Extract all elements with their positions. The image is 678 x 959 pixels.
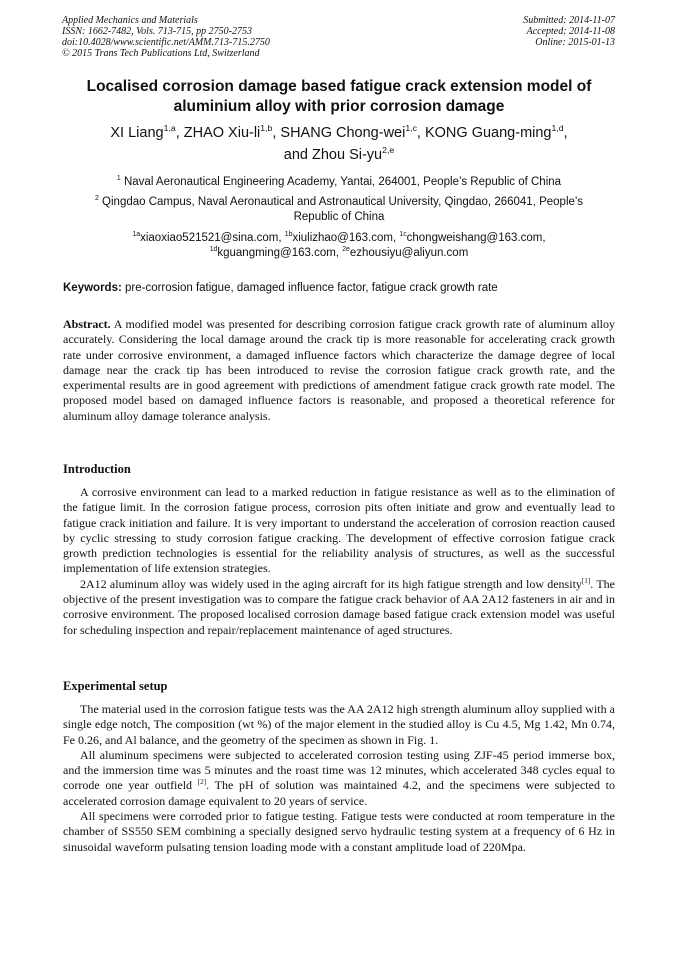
doi-line[interactable]: doi:10.4028/www.scientific.net/AMM.713-715.2750	[62, 37, 270, 48]
abstract-label: Abstract.	[63, 317, 111, 331]
author-list	[40, 122, 638, 166]
aff-text: Qingdao Campus, Naval Aeronautical and Astronautical University, Qingdao, 266041, People’s	[102, 196, 583, 208]
experimental-paragraph-1: The material used in the corrosion fatigue tests was the AA 2A12 high strength aluminum alloy supplied with a single edge notch, The composition (wt %) of the major element in the studied alloy is Cu 4.5, Mg 1.42, Mn 0.74, Fe 0.26, and Al balance, and the geometry of the specimen as shown in Fig. 1.	[63, 702, 615, 747]
journal-header	[62, 15, 270, 59]
author-sep: ,	[563, 125, 568, 141]
email-link[interactable]: ezhousiyu@aliyun.com	[349, 247, 469, 259]
author-sup: 1,b	[260, 123, 273, 134]
author-sup: 2,e	[382, 145, 395, 156]
email-sup: 1c	[399, 231, 407, 239]
author-name: and Zhou Si-yu	[283, 147, 383, 163]
paper-title	[40, 77, 638, 117]
introduction-heading: Introduction	[63, 462, 131, 476]
author-sup: 1,c	[405, 123, 417, 134]
accepted-date: Accepted: 2014-11-08	[526, 26, 615, 37]
aff-sup: 2	[95, 195, 99, 203]
email-link[interactable]: xiaoxiao521521@sina.com,	[140, 232, 285, 244]
author-line-1	[40, 122, 638, 144]
online-date: Online: 2015-01-13	[535, 37, 615, 48]
author-line-2	[40, 144, 638, 166]
experimental-paragraph-3: All specimens were corroded prior to fatigue testing. Fatigue tests were conducted at room temperature in the chamber of SS550 SEM combining a specially designed servo hydraulic testing system at a frequency of 6 Hz in sinusoidal waveform pulsating tension loading mode with a constant amplitude load of 220Mpa.	[63, 809, 615, 854]
exp-p2-text: . The pH of solution was maintained 4.2, and the specimens were subjected to accelerated corrosion damage equivalent to 20 years of service.	[63, 778, 615, 808]
affiliation-1	[62, 175, 616, 190]
title-line-2: aluminium alloy with prior corrosion damage	[173, 98, 505, 115]
author-name: , SHANG Chong-wei	[272, 125, 406, 141]
introduction-body	[63, 485, 615, 638]
aff-sup: 1	[116, 175, 121, 183]
author-name: XI Liang	[110, 125, 164, 141]
email-list	[62, 231, 616, 261]
email-line-1	[62, 231, 616, 246]
copyright-line: © 2015 Trans Tech Publications Ltd, Switzerland	[62, 48, 260, 59]
keywords	[63, 281, 615, 296]
experimental-paragraph-2	[63, 748, 615, 809]
dates-header	[523, 15, 615, 48]
submitted-date: Submitted: 2014-11-07	[523, 15, 615, 26]
keywords-text: pre-corrosion fatigue, damaged influence factor, fatigue crack growth rate	[125, 282, 498, 294]
email-link[interactable]: xiulizhao@163.com,	[292, 232, 400, 244]
email-link[interactable]: chongweishang@163.com,	[406, 232, 546, 244]
citation-ref[interactable]: [1]	[581, 576, 591, 585]
author-name: , ZHAO Xiu-li	[175, 125, 261, 141]
issn-line: ISSN: 1662-7482, Vols. 713-715, pp 2750-2753	[62, 26, 252, 37]
affiliation-2	[62, 195, 616, 225]
aff-text: Naval Aeronautical Engineering Academy, Yantai, 264001, People’s Republic of China	[123, 176, 562, 188]
keywords-label: Keywords:	[63, 282, 122, 294]
email-sup: 1b	[284, 231, 293, 239]
email-sup: 2e	[342, 246, 350, 254]
title-line-1: Localised corrosion damage based fatigue crack extension model of	[86, 78, 592, 95]
author-name: , KONG Guang-ming	[416, 125, 552, 141]
intro-p2-text: 2A12 aluminum alloy was widely used in the aging aircraft for its high fatigue strength and low density	[80, 576, 582, 591]
intro-p2-text: . The objective of the present investigation was to compare the fatigue crack behavior of AA 2A12 fasteners in air and in corrosive environment. The proposed localised corrosion damage based fatigue crack extension model was useful for scheduling inspection and repair/replacement maintenance of aged structures.	[63, 576, 615, 637]
experimental-heading: Experimental setup	[63, 679, 168, 693]
introduction-paragraph-2	[63, 577, 615, 638]
email-sup: 1d	[209, 246, 218, 254]
aff-line	[62, 195, 616, 210]
author-sup: 1,a	[163, 123, 176, 134]
journal-name: Applied Mechanics and Materials	[62, 15, 198, 26]
citation-ref[interactable]: [2]	[197, 778, 207, 787]
abstract-text: A modified model was presented for describing corrosion fatigue crack growth rate of aluminum alloy accurately. Considering the local damage around the crack tip is more reasonable for accelerating crack growth rate under corrosive environment, a damaged influence factors which characterize the damage degree of local damage near the crack tip has been introduced to revise the corrosion fatigue crack growth rate, and the experimental results are in good agreement with predictions of amendment fatigue crack growth rate model. The proposed model based on damaged influence factors is reasonable, and proposed a theoretical reference for aluminum alloy damage tolerance analysis.	[63, 317, 615, 423]
email-sup: 1a	[132, 231, 141, 239]
experimental-body	[63, 702, 615, 855]
exp-p2-text: All aluminum specimens were subjected to accelerated corrosion testing using ZJF-45 period immerse box, and the immersion time was 5 minutes and the roast time was 12 minutes, which accelerated 348 cycles equal to corrode one year outfield	[63, 747, 615, 793]
aff-line: Republic of China	[293, 211, 385, 223]
author-sup: 1,d	[551, 123, 564, 134]
abstract-paragraph	[63, 317, 615, 424]
email-line-2	[62, 246, 616, 261]
email-link[interactable]: kguangming@163.com,	[217, 247, 343, 259]
abstract	[63, 317, 615, 424]
introduction-paragraph-1: A corrosive environment can lead to a marked reduction in fatigue resistance as well as to the elimination of the fatigue limit. In the corrosion fatigue process, corrosion pits often initiate and grow and eventually lead to fatigue crack initiation and failure. It is very important to understand the acceleration of corrosion reaction caused by cyclic stressing to study corrosion fatigue cracking. The development of effective corrosion fatigue crack growth prediction technologies is essential for the reliability analysis of structures, as well as the successful implementation of life extension strategies.	[63, 485, 615, 576]
